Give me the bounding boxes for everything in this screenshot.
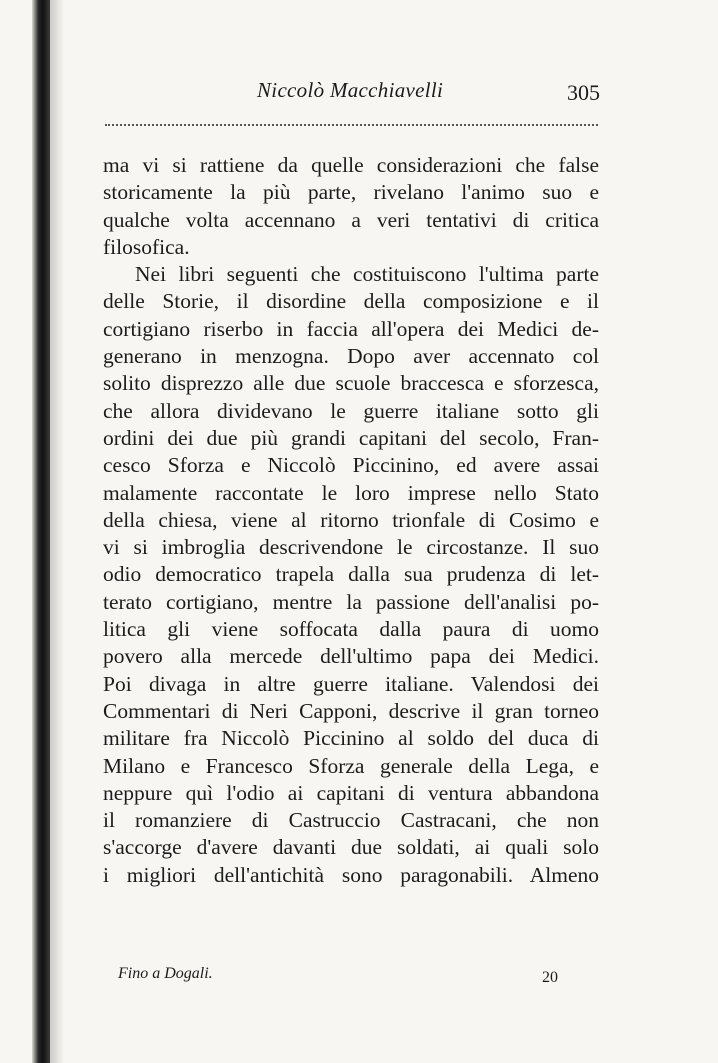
text-line: povero alla mercede dell'ultimo papa dei Medici. [103,644,599,669]
text-line: delle Storie, il disordine della composizione e il [103,289,599,314]
book-binding-edge [32,0,50,1063]
text-line: ordini dei due più grandi capitani del secolo, Fran- [103,425,599,450]
text-line: della chiesa, viene al ritorno trionfale di Cosimo e [103,507,599,532]
page-number: 305 [567,80,600,105]
text-line: solito disprezzo alle due scuole braccesca e sforzesca, [103,371,599,396]
binding-shadow [50,0,64,1063]
text-line: litica gli viene soffocata dalla paura di uomo [103,617,599,642]
page-header [105,74,600,114]
text-line: neppure quì l'odio ai capitani di ventura abbandona [103,780,599,805]
running-title: Niccolò Macchiavelli [257,78,444,102]
text-line: malamente raccontate le loro imprese nello Stato [103,480,599,505]
text-line: storicamente la più parte, rivelano l'animo suo e [103,180,599,205]
text-line: i migliori dell'antichità sono paragonabili. Almeno [103,862,599,887]
text-line: Poi divaga in altre guerre italiane. Valendosi dei [103,671,599,696]
text-line: militare fra Niccolò Piccinino al soldo del duca di [103,726,599,751]
signature-mark: Fino a Dogali. [118,965,213,982]
text-line: vi si imbroglia descrivendone le circostanze. Il suo [103,535,599,560]
text-line: cortigiano riserbo in faccia all'opera dei Medici de- [103,316,599,341]
page-footer [118,965,568,995]
signature-number: 20 [542,969,558,986]
text-line: cesco Sforza e Niccolò Piccinino, ed avere assai [103,453,599,478]
text-line: che allora dividevano le guerre italiane sotto gli [103,398,599,423]
text-line: ma vi si rattiene da quelle considerazioni che false [103,153,599,177]
text-line: odio democratico trapela dalla sua prudenza di let- [103,562,599,587]
body-text [103,152,599,889]
text-line: Commentari di Neri Capponi, descrive il gran torneo [103,698,599,723]
header-divider [105,124,598,126]
text-line: qualche volta accennano a veri tentativi di critica [103,207,599,232]
text-line: terato cortigiano, mentre la passione dell'analisi po- [103,589,599,614]
text-line: s'accorge d'avere davanti due soldati, ai quali solo [103,835,599,860]
text-line: generano in menzogna. Dopo aver accennato col [103,344,599,369]
text-line: il romanziere di Castruccio Castracani, che non [103,808,599,833]
text-line: Nei libri seguenti che costituiscono l'ultima parte [135,262,599,287]
text-line: filosofica. [103,234,190,259]
text-line: Milano e Francesco Sforza generale della Lega, e [103,753,599,778]
